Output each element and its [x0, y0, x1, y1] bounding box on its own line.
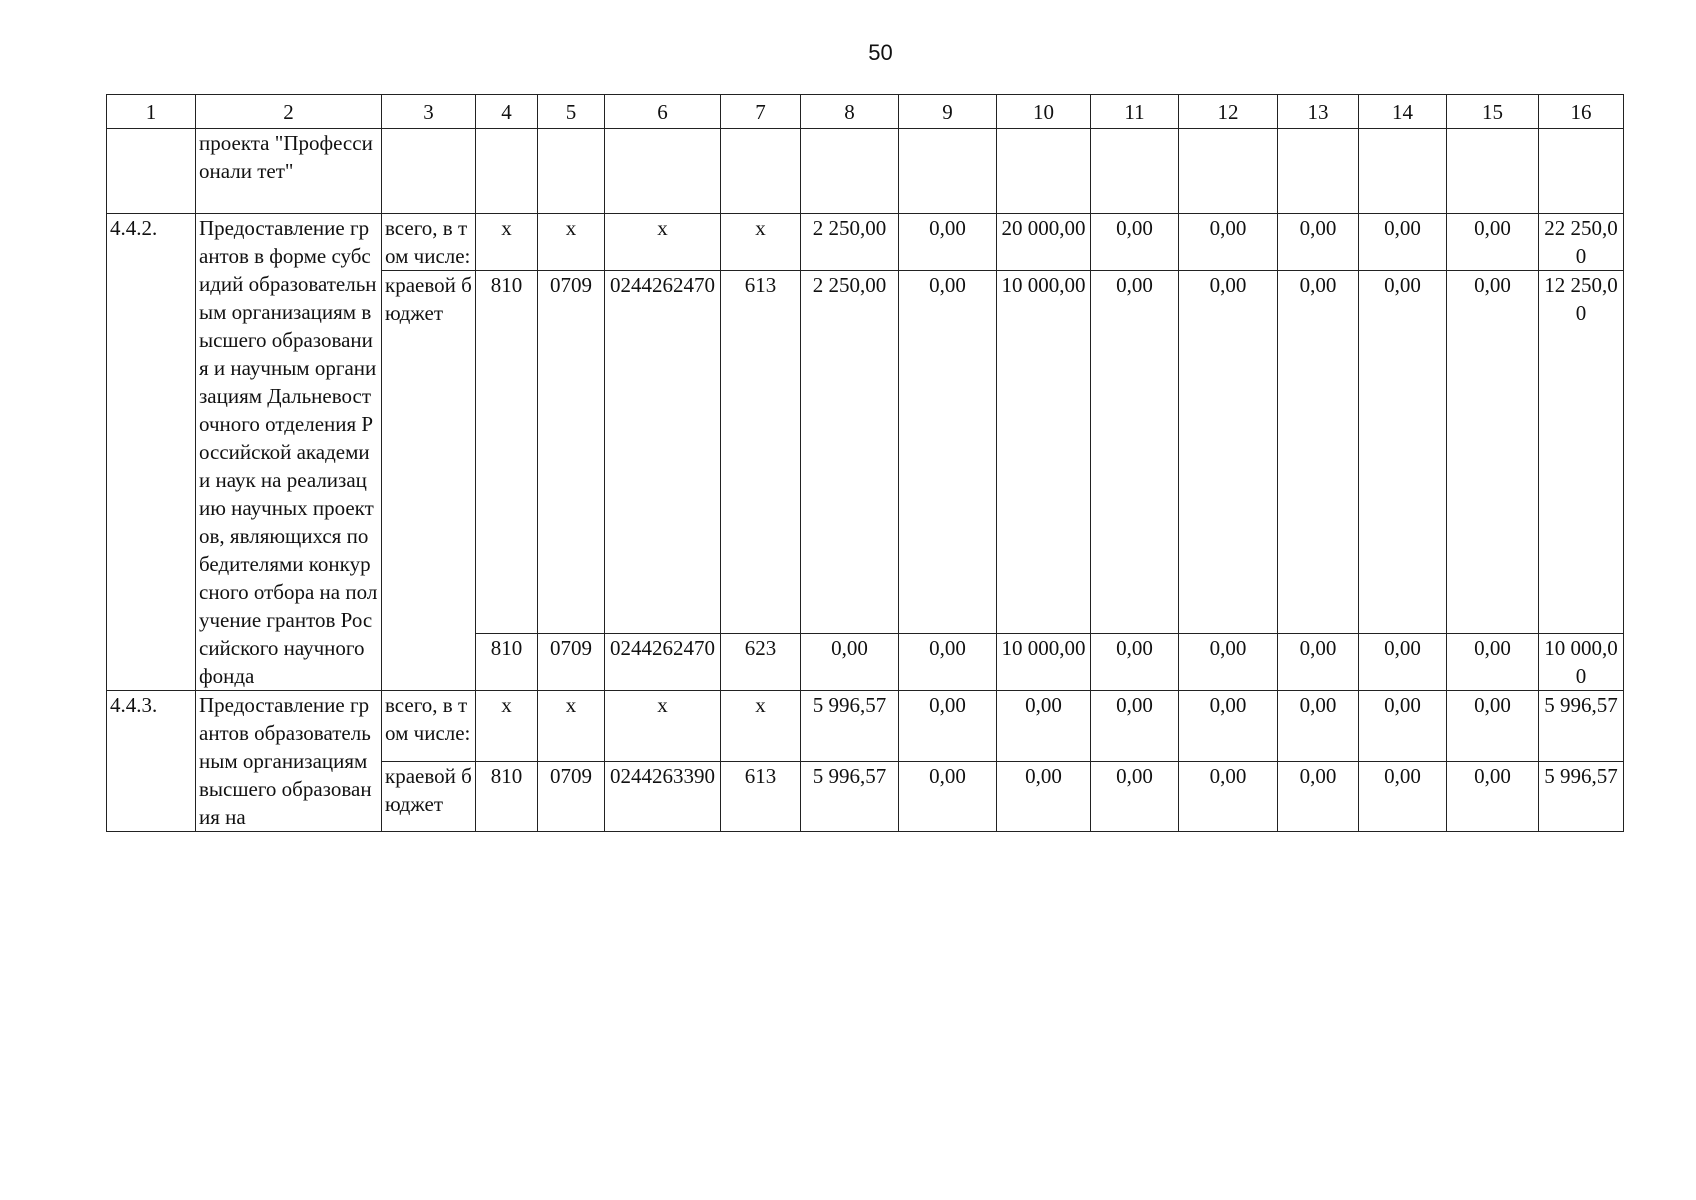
table-row — [107, 214, 1624, 271]
header-cell: 10 — [997, 95, 1091, 129]
cell-description: Предоставление грантов образовательным организациям высшего образования на — [196, 691, 382, 832]
table-row — [107, 129, 1624, 214]
cell-c11: 0,00 — [1091, 271, 1179, 634]
cell-number: 4.4.2. — [107, 214, 196, 691]
cell-c13: 0,00 — [1278, 691, 1359, 762]
cell-c7: 613 — [721, 761, 801, 832]
cell-source: всего, в том числе: — [382, 214, 476, 271]
cell-c12: 0,00 — [1179, 761, 1278, 832]
cell-c9: 0,00 — [899, 634, 997, 691]
cell-c14: 0,00 — [1359, 761, 1447, 832]
cell-number — [107, 129, 196, 214]
header-cell: 1 — [107, 95, 196, 129]
header-cell: 2 — [196, 95, 382, 129]
header-cell: 11 — [1091, 95, 1179, 129]
cell-c11: 0,00 — [1091, 214, 1179, 271]
cell-c10: 0,00 — [997, 761, 1091, 832]
cell-c4: 810 — [476, 761, 538, 832]
cell-c6: 0244262470 — [605, 634, 721, 691]
cell-c10: 10 000,00 — [997, 271, 1091, 634]
cell-c9: 0,00 — [899, 761, 997, 832]
cell-description: Предоставление грантов в форме субсидий образовательным организациям высшего образования и научным организациям Дальневосточного отделения Российской академии наук на реализацию научных проектов, являющихся победителями конкурсного отбора на получение грантов Российского научного фонда — [196, 214, 382, 691]
cell-source: всего, в том числе: — [382, 691, 476, 762]
cell-c5: х — [538, 214, 605, 271]
cell-c11: 0,00 — [1091, 691, 1179, 762]
cell-c12: 0,00 — [1179, 691, 1278, 762]
cell-c6: 0244262470 — [605, 271, 721, 634]
cell-c16: 5 996,57 — [1539, 761, 1624, 832]
cell-c7: х — [721, 214, 801, 271]
cell-c14: 0,00 — [1359, 271, 1447, 634]
table-header — [107, 95, 1624, 129]
header-cell: 9 — [899, 95, 997, 129]
cell-c14: 0,00 — [1359, 634, 1447, 691]
header-cell: 5 — [538, 95, 605, 129]
cell-c4: 810 — [476, 271, 538, 634]
cell-c7: х — [721, 691, 801, 762]
cell-c9: 0,00 — [899, 691, 997, 762]
cell-c16: 12 250,00 — [1539, 271, 1624, 634]
header-cell: 13 — [1278, 95, 1359, 129]
cell-c8: 2 250,00 — [801, 271, 899, 634]
cell-c14: 0,00 — [1359, 214, 1447, 271]
header-cell: 7 — [721, 95, 801, 129]
cell-c6: х — [605, 214, 721, 271]
table-row — [107, 691, 1624, 762]
cell-c10: 0,00 — [997, 691, 1091, 762]
cell-c13: 0,00 — [1278, 761, 1359, 832]
cell-c4: 810 — [476, 634, 538, 691]
cell-c15: 0,00 — [1447, 691, 1539, 762]
header-cell: 6 — [605, 95, 721, 129]
cell-c12: 0,00 — [1179, 214, 1278, 271]
cell-c15: 0,00 — [1447, 634, 1539, 691]
cell-c12: 0,00 — [1179, 634, 1278, 691]
cell-c10: 10 000,00 — [997, 634, 1091, 691]
cell-c5: 0709 — [538, 271, 605, 634]
cell-c7: 613 — [721, 271, 801, 634]
cell-c5: 0709 — [538, 761, 605, 832]
cell-c6: х — [605, 691, 721, 762]
cell-c13: 0,00 — [1278, 271, 1359, 634]
cell-c5: 0709 — [538, 634, 605, 691]
cell-c8: 0,00 — [801, 634, 899, 691]
header-cell: 4 — [476, 95, 538, 129]
header-cell: 12 — [1179, 95, 1278, 129]
cell-c13: 0,00 — [1278, 214, 1359, 271]
page-number: 50 — [868, 40, 893, 65]
cell-c11: 0,00 — [1091, 761, 1179, 832]
cell-c9: 0,00 — [899, 271, 997, 634]
budget-table — [106, 94, 1624, 832]
cell-number: 4.4.3. — [107, 691, 196, 832]
header-cell: 16 — [1539, 95, 1624, 129]
cell-c16: 10 000,00 — [1539, 634, 1624, 691]
cell-c4: х — [476, 214, 538, 271]
cell-c4: х — [476, 691, 538, 762]
cell-c8: 2 250,00 — [801, 214, 899, 271]
cell-c15: 0,00 — [1447, 761, 1539, 832]
cell-c13: 0,00 — [1278, 634, 1359, 691]
cell-c8: 5 996,57 — [801, 691, 899, 762]
cell-c16: 22 250,00 — [1539, 214, 1624, 271]
cell-c15: 0,00 — [1447, 214, 1539, 271]
cell-description: проекта "Профессионали тет" — [196, 129, 382, 214]
header-cell: 3 — [382, 95, 476, 129]
cell-c14: 0,00 — [1359, 691, 1447, 762]
cell-c8: 5 996,57 — [801, 761, 899, 832]
cell-source: краевой бюджет — [382, 271, 476, 691]
cell-c10: 20 000,00 — [997, 214, 1091, 271]
cell-c12: 0,00 — [1179, 271, 1278, 634]
cell-c9: 0,00 — [899, 214, 997, 271]
cell-c6: 0244263390 — [605, 761, 721, 832]
cell-c16: 5 996,57 — [1539, 691, 1624, 762]
cell-c7: 623 — [721, 634, 801, 691]
header-cell: 8 — [801, 95, 899, 129]
cell-c15: 0,00 — [1447, 271, 1539, 634]
cell-c11: 0,00 — [1091, 634, 1179, 691]
cell-c5: х — [538, 691, 605, 762]
header-cell: 14 — [1359, 95, 1447, 129]
cell-source: краевой бюджет — [382, 761, 476, 832]
header-cell: 15 — [1447, 95, 1539, 129]
